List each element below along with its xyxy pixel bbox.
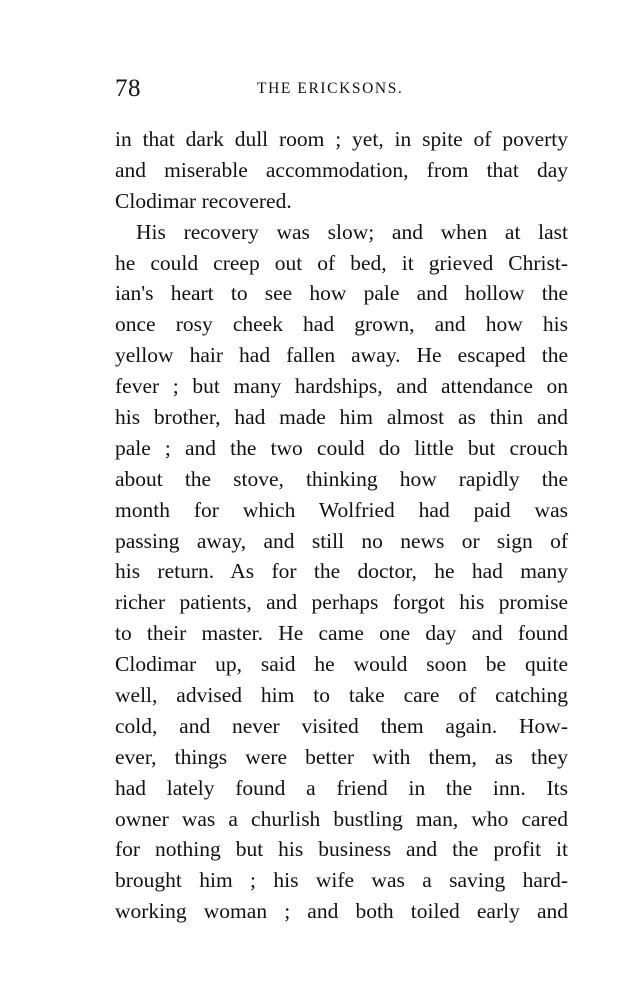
text-line: his return. As for the doctor, he had many	[115, 559, 568, 584]
text-line: owner was a churlish bustling man, who cared	[115, 806, 568, 831]
text-line: brought him ; his wife was a saving hard-	[115, 868, 568, 893]
text-line: Clodimar up, said he would soon be quite	[115, 652, 568, 677]
text-line: fever ; but many hardships, and attendance on	[115, 374, 568, 399]
text-line: in that dark dull room ; yet, in spite of poverty	[115, 127, 568, 151]
text-line: and miserable accommodation, from that day	[115, 157, 568, 182]
text-line: his brother, had made him almost as thin and	[115, 405, 568, 430]
text-line: month for which Wolfried had paid was	[115, 497, 568, 522]
text-line: working woman ; and both toiled early and	[115, 899, 568, 924]
text-line: well, advised him to take care of catching	[115, 683, 568, 708]
text-line: once rosy cheek had grown, and how his	[115, 312, 568, 337]
text-line: for nothing but his business and the profit it	[115, 837, 568, 862]
running-title: THE ERICKSONS.	[257, 80, 404, 97]
body-text	[115, 124, 568, 927]
text-line: he could creep out of bed, it grieved Christ-	[115, 250, 568, 275]
text-line: had lately found a friend in the inn. Its	[115, 775, 568, 800]
text-line: yellow hair had fallen away. He escaped the	[115, 343, 568, 368]
text-line: cold, and never visited them again. How-	[115, 713, 568, 738]
running-head	[115, 74, 565, 106]
page-number: 78	[115, 75, 141, 102]
text-line: passing away, and still no news or sign of	[115, 528, 568, 553]
text-line: richer patients, and perhaps forgot his promise	[115, 590, 568, 615]
text-line: His recovery was slow; and when at last	[136, 219, 568, 244]
text-line: Clodimar recovered.	[115, 188, 292, 213]
text-line: ever, things were better with them, as they	[115, 744, 568, 769]
text-line: about the stove, thinking how rapidly the	[115, 466, 568, 491]
text-line: pale ; and the two could do little but crouch	[115, 435, 568, 460]
text-line: to their master. He came one day and found	[115, 621, 568, 646]
text-line: ian's heart to see how pale and hollow the	[115, 281, 568, 306]
